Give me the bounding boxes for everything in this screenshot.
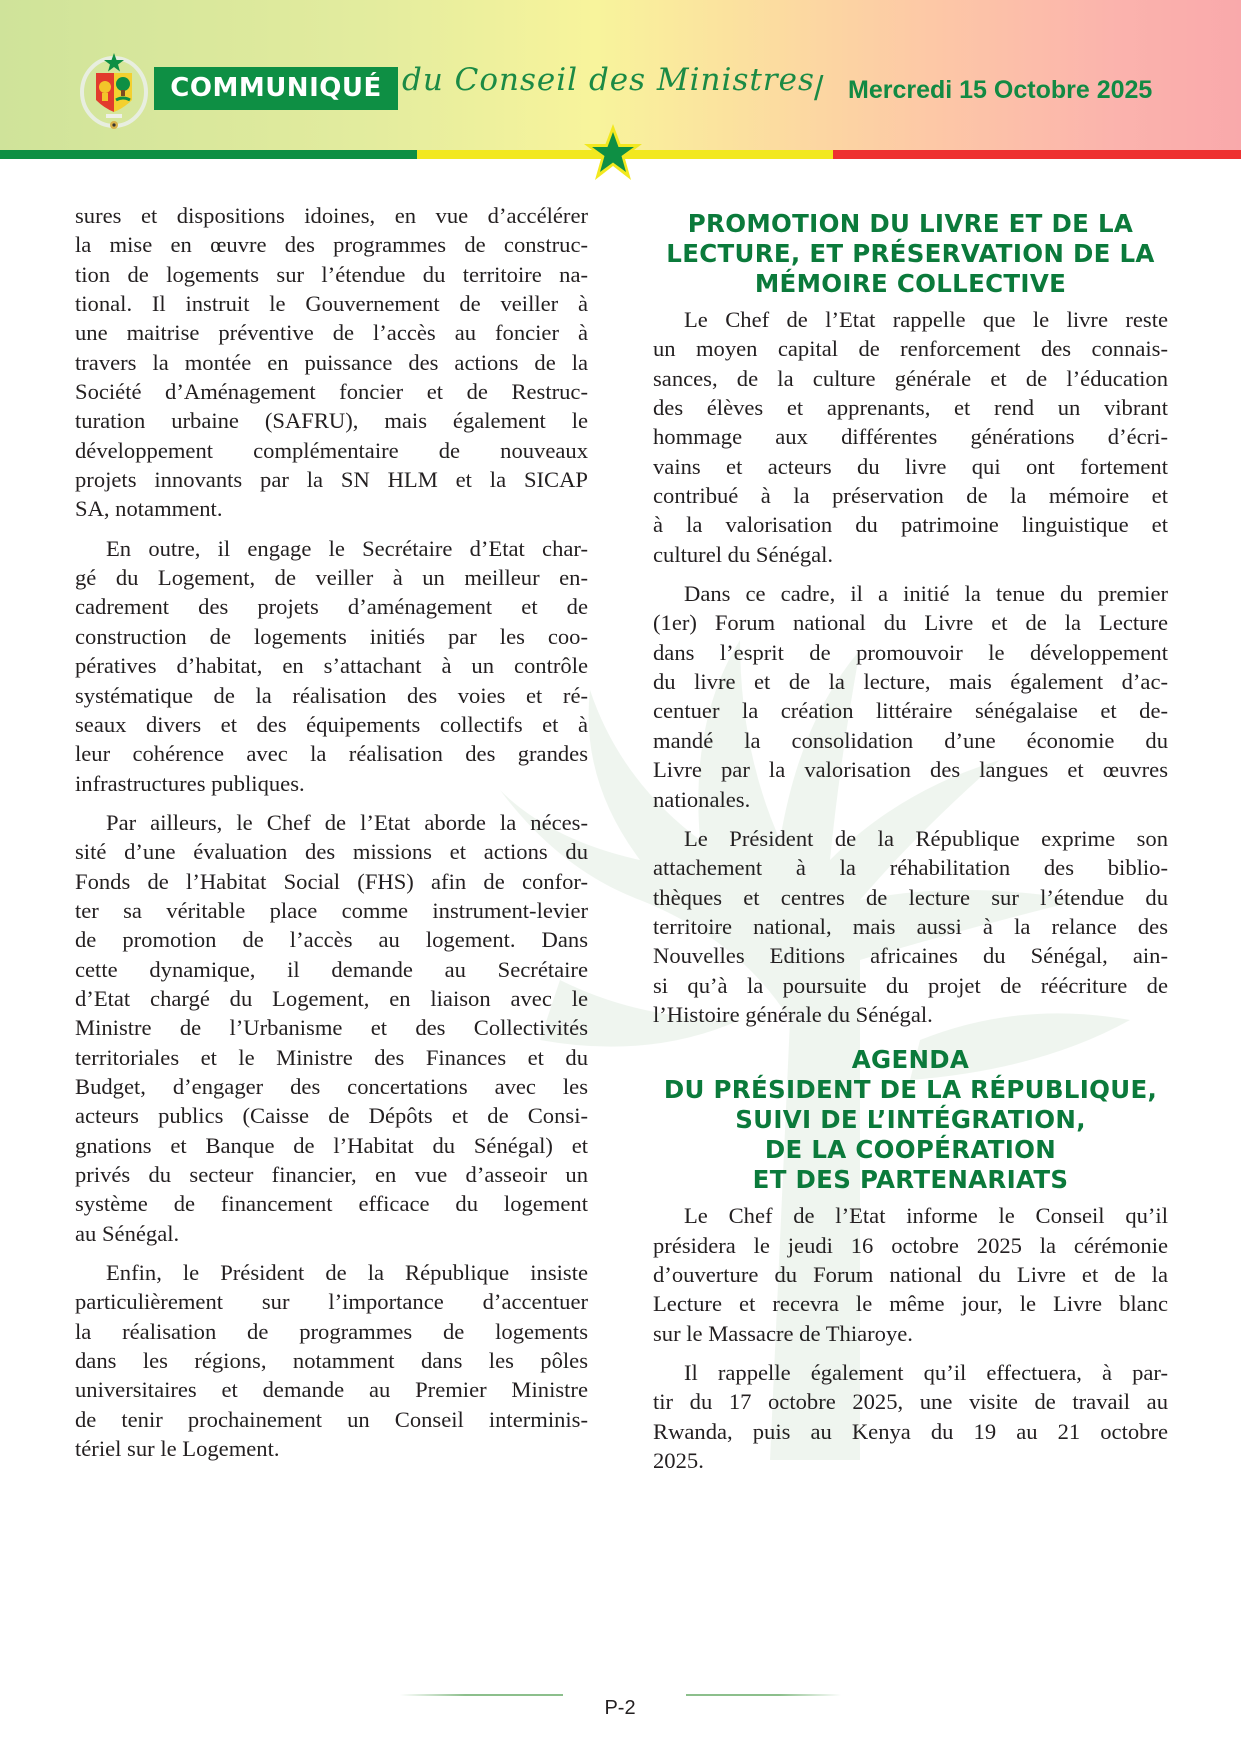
text-line: la réalisation de programmes de logements — [75, 1318, 588, 1344]
text-line: universitaires et demande au Premier Ministre — [75, 1377, 588, 1403]
text-line: un moyen capital de renforcement des connais- — [653, 336, 1168, 362]
heading-line: AGENDA — [851, 1045, 970, 1075]
text-line: projets innovants par la SN HLM et la SICAP — [75, 467, 588, 493]
heading-line: LECTURE, ET PRÉSERVATION DE LA — [666, 239, 1155, 268]
text-line: cadrement des projets d’aménagement et de — [75, 594, 588, 620]
text-line: Société d’Aménagement foncier et de Restruc- — [75, 379, 588, 405]
text-line: territoriales et le Ministre des Finances et du — [75, 1044, 588, 1070]
text-line: à la valorisation du patrimoine linguistique et — [653, 512, 1168, 538]
text-line: Le Président de la République exprime son — [684, 825, 1168, 851]
right-column — [653, 209, 1168, 1485]
footer-divider-right — [686, 1694, 841, 1696]
heading-line: MÉMOIRE COLLECTIVE — [754, 269, 1067, 298]
text-line: Nouvelles Editions africaines du Sénégal, ain- — [653, 943, 1168, 969]
page-number: P-2 — [604, 1697, 636, 1719]
text-line: Enfin, le Président de la République insiste — [106, 1260, 588, 1286]
text-line: SA, notamment. — [75, 496, 223, 522]
text-line: turation urbaine (SAFRU), mais également le — [75, 408, 588, 434]
heading-line: SUIVI DE L’INTÉGRATION, — [735, 1105, 1086, 1135]
heading-line: DU PRÉSIDENT DE LA RÉPUBLIQUE, — [663, 1075, 1158, 1105]
section-heading-agenda — [653, 1045, 1168, 1195]
text-line: de promotion de l’accès au logement. Dans — [75, 927, 588, 953]
text-line: des élèves et apprenants, et rend un vibrant — [653, 395, 1168, 421]
text-line: En outre, il engage le Secrétaire d’Etat char- — [106, 535, 588, 561]
text-line: infrastructures publiques. — [75, 770, 305, 796]
text-line: cette dynamique, il demande au Secrétaire — [75, 956, 588, 982]
section-heading-promotion-livre — [653, 209, 1168, 299]
text-line: Rwanda, puis au Kenya du 19 au 21 octobre — [653, 1418, 1168, 1444]
green-star-icon — [583, 124, 643, 182]
flag-stripe-red — [833, 150, 1241, 159]
text-line: ter sa véritable place comme instrument-levier — [75, 897, 588, 923]
text-line: thèques et centres de lecture sur l’étendue du — [653, 884, 1168, 910]
paragraph — [75, 808, 588, 1248]
paragraph — [653, 1358, 1168, 1475]
text-line: mandé la consolidation d’une économie du — [653, 727, 1168, 753]
paragraph — [75, 201, 588, 524]
senegal-coat-of-arms-icon — [78, 50, 150, 132]
paragraph — [75, 1258, 588, 1463]
heading-line: ET DES PARTENARIATS — [752, 1165, 1069, 1195]
paragraph — [653, 824, 1168, 1029]
text-line: Dans ce cadre, il a initié la tenue du premier — [684, 581, 1168, 607]
text-line: travers la montée en puissance des actions de la — [75, 349, 588, 375]
text-line: Budget, d’engager des concertations avec les — [75, 1073, 588, 1099]
text-line: culturel du Sénégal. — [653, 541, 834, 567]
header-separator: / — [814, 70, 824, 108]
text-line: une maitrise préventive de l’accès au foncier à — [75, 320, 588, 346]
text-line: sances, de la culture générale et de l’éducation — [653, 365, 1168, 391]
text-line: gnations et Banque de l’Habitat du Sénégal) et — [75, 1132, 588, 1158]
text-line: systématique de la réalisation des voies et ré- — [75, 682, 588, 708]
text-line: Il rappelle également qu’il effectuera, à par- — [684, 1359, 1168, 1385]
paragraph — [653, 579, 1168, 814]
text-line: Le Chef de l’Etat informe le Conseil qu’il — [684, 1203, 1168, 1229]
communique-badge: COMMUNIQUÉ — [154, 67, 398, 110]
flag-stripe-green — [0, 150, 417, 159]
text-line: dans les régions, notamment dans les pôles — [75, 1348, 588, 1374]
text-line: leur cohérence avec la réalisation des grandes — [75, 741, 588, 767]
heading-line: PROMOTION DU LIVRE ET DE LA — [687, 209, 1134, 238]
text-line: dans l’esprit de promouvoir le développement — [653, 639, 1168, 665]
text-line: développement complémentaire de nouveaux — [75, 437, 588, 463]
text-line: Fonds de l’Habitat Social (FHS) afin de confor- — [75, 868, 588, 894]
text-line: acteurs publics (Caisse de Dépôts et de Consi- — [75, 1103, 588, 1129]
text-line: système de financement efficace du logement — [75, 1191, 588, 1217]
text-line: 2025. — [653, 1448, 704, 1473]
text-line: au Sénégal. — [75, 1220, 180, 1246]
text-line: territoire national, mais aussi à la relance des — [653, 913, 1168, 939]
text-line: du livre et de la lecture, mais également d’ac- — [653, 669, 1168, 695]
text-line: particulièrement sur l’importance d’accentuer — [75, 1289, 588, 1315]
text-line: seaux divers et des équipements collectifs et à — [75, 711, 588, 737]
header-date: Mercredi 15 Octobre 2025 — [848, 76, 1153, 104]
left-column — [75, 201, 588, 1473]
text-line: gé du Logement, de veiller à un meilleur en- — [75, 565, 588, 591]
text-line: nationales. — [653, 786, 751, 812]
header-subtitle: du Conseil des Ministres — [402, 62, 815, 98]
text-line: de tenir prochainement un Conseil interminis- — [75, 1406, 588, 1432]
text-line: privés du secteur financier, en vue d’asseoir un — [75, 1162, 588, 1187]
text-line: centuer la création littéraire sénégalaise et de- — [653, 698, 1168, 724]
heading-line: DE LA COOPÉRATION — [764, 1135, 1057, 1165]
text-line: pératives d’habitat, en s’attachant à un contrôle — [75, 653, 588, 679]
text-line: tional. Il instruit le Gouvernement de veiller à — [75, 291, 588, 317]
text-line: hommage aux différentes générations d’écri- — [653, 424, 1168, 450]
text-line: Le Chef de l’Etat rappelle que le livre reste — [684, 307, 1168, 332]
text-line: tir du 17 octobre 2025, une visite de travail au — [653, 1389, 1168, 1415]
text-line: sures et dispositions idoines, en vue d’accélérer — [75, 203, 588, 228]
text-line: Par ailleurs, le Chef de l’Etat aborde la néces- — [106, 809, 588, 835]
text-line: tériel sur le Logement. — [75, 1436, 280, 1462]
text-line: tion de logements sur l’étendue du territoire na- — [75, 261, 588, 287]
text-line: attachement à la réhabilitation des biblio- — [653, 855, 1168, 881]
text-line: construction de logements initiés par les coo- — [75, 623, 588, 649]
text-line: sur le Massacre de Thiaroye. — [653, 1320, 913, 1346]
text-line: d’ouverture du Forum national du Livre et de la — [653, 1261, 1168, 1287]
text-line: sité d’une évaluation des missions et actions du — [75, 839, 588, 865]
text-line: présidera le jeudi 16 octobre 2025 la cérémonie — [653, 1232, 1168, 1258]
paragraph — [653, 305, 1168, 569]
paragraph — [75, 534, 588, 798]
text-line: contribué à la préservation de la mémoire et — [653, 483, 1168, 509]
footer-divider-left — [400, 1694, 563, 1696]
text-line: Ministre de l’Urbanisme et des Collectivités — [75, 1015, 588, 1041]
text-line: d’Etat chargé du Logement, en liaison avec le — [75, 985, 588, 1011]
text-line: si qu’à la poursuite du projet de réécriture de — [653, 972, 1168, 998]
text-line: vains et acteurs du livre qui ont fortement — [653, 453, 1168, 479]
text-line: Livre par la valorisation des langues et œuvres — [653, 757, 1168, 783]
text-line: Lecture et recevra le même jour, le Livre blanc — [653, 1291, 1168, 1317]
paragraph — [653, 1201, 1168, 1348]
text-line: la mise en œuvre des programmes de construc- — [75, 232, 588, 258]
text-line: l’Histoire générale du Sénégal. — [653, 1001, 933, 1027]
text-line: (1er) Forum national du Livre et de la Lecture — [653, 610, 1168, 636]
